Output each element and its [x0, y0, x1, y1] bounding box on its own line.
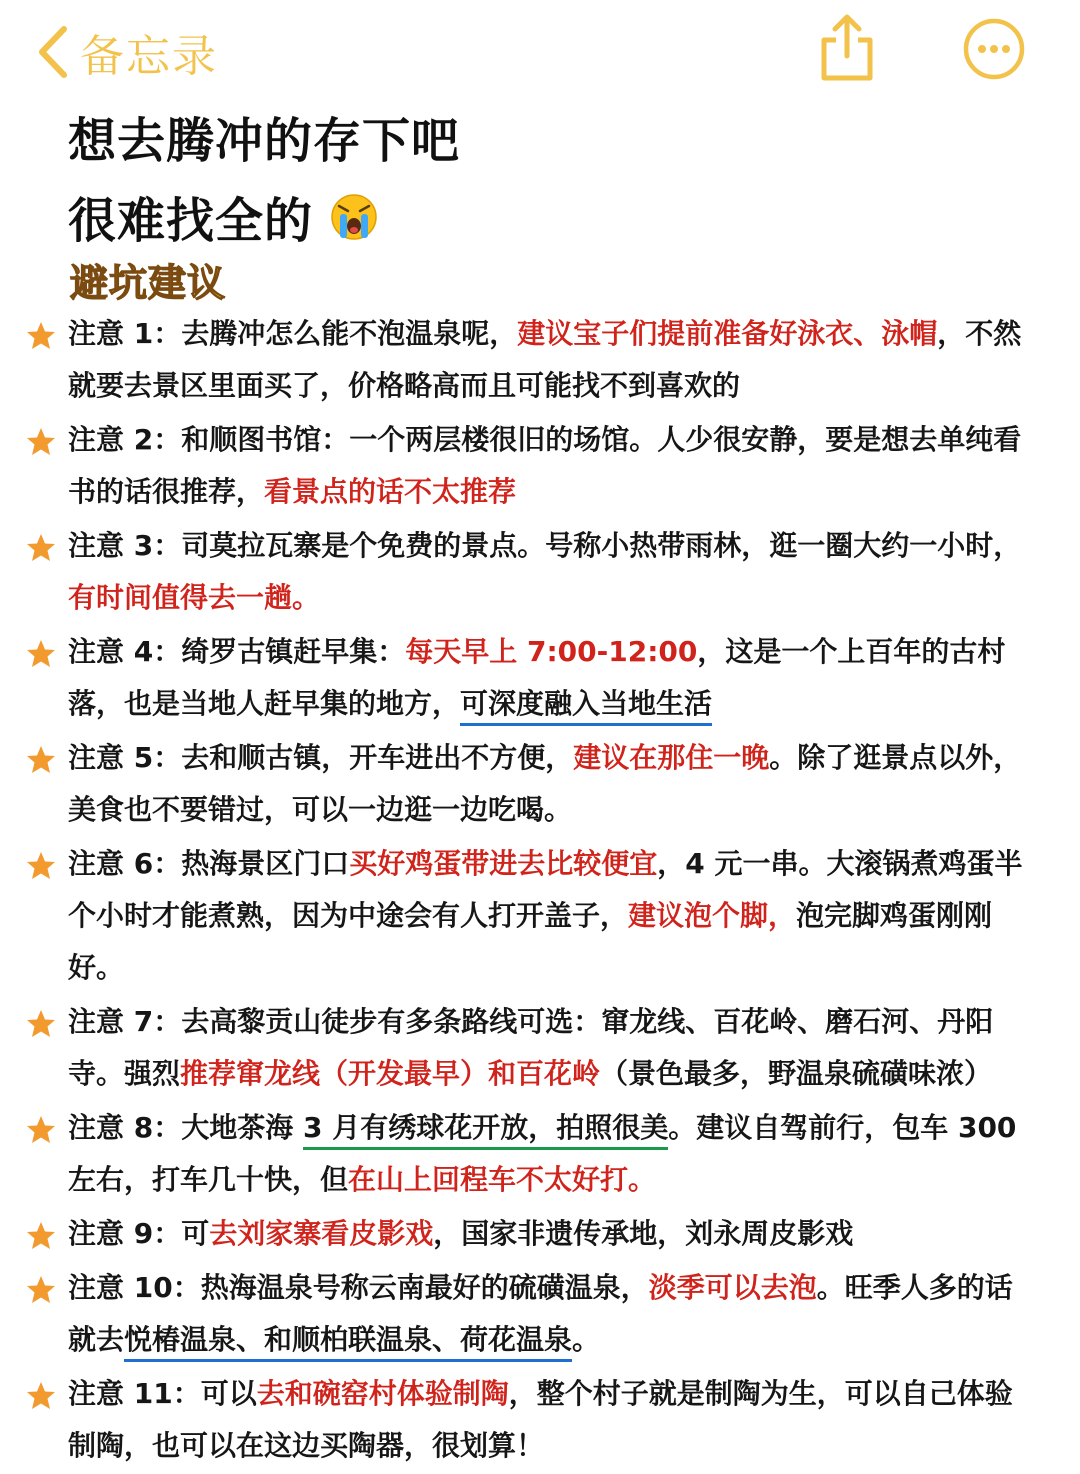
note-label: 注意 1：	[68, 317, 182, 350]
note-text: 。除了逛景点以外，美食也不要错过，可以一边逛一边吃喝。	[68, 741, 1022, 826]
star-icon	[26, 745, 56, 774]
note-label: 注意 8：	[68, 1111, 182, 1144]
note-label: 注意 6：	[68, 847, 182, 880]
note-item-6	[0, 838, 1080, 994]
note-item-9	[0, 1208, 1080, 1260]
note-label: 注意 10：	[68, 1271, 201, 1304]
note-highlight: 买好鸡蛋带进去比较便宜	[349, 847, 658, 880]
note-text: 。旺季人多的话就去	[68, 1271, 1013, 1356]
note-label: 注意 2：	[68, 423, 182, 456]
note-label: 注意 7：	[68, 1005, 182, 1038]
note-item-10	[0, 1262, 1080, 1366]
more-icon	[962, 17, 1026, 81]
note-text: 绮罗古镇赶早集：	[181, 635, 406, 668]
note-item-5	[0, 732, 1080, 836]
star-icon	[26, 1115, 56, 1144]
note-text: 可以	[200, 1377, 257, 1410]
share-button[interactable]	[816, 12, 878, 82]
back-label: 备忘录	[80, 31, 218, 82]
star-icon	[26, 533, 56, 562]
note-label: 注意 11：	[68, 1377, 201, 1410]
note-title-line-2-text: 很难找全的	[68, 193, 314, 249]
star-icon	[26, 1275, 56, 1304]
star-icon	[26, 321, 56, 350]
note-highlight: 淡季可以去泡	[648, 1271, 817, 1304]
note-text: （景色最多，野温泉硫磺味浓）	[600, 1057, 993, 1090]
note-highlight: 去刘家寨看皮影戏	[209, 1217, 434, 1250]
note-underlined-text: 悦椿温泉、和顺柏联温泉、荷花温泉	[124, 1323, 572, 1362]
note-item-2	[0, 414, 1080, 518]
more-options-button[interactable]	[962, 17, 1026, 81]
note-text: 热海温泉号称云南最好的硫磺温泉，	[200, 1271, 649, 1304]
nav-bar	[0, 0, 1080, 100]
note-highlight: 建议宝子们提前准备好泳衣、泳帽	[517, 317, 938, 350]
note-text: 。	[572, 1323, 601, 1356]
note-title-line-2	[68, 182, 379, 251]
crying-face-icon	[329, 192, 379, 242]
note-label: 注意 5：	[68, 741, 182, 774]
note-item-11	[0, 1368, 1080, 1472]
note-text: ，国家非遗传承地，刘永周皮影戏	[433, 1217, 854, 1250]
note-text: 热海景区门口	[181, 847, 350, 880]
notes-list	[0, 308, 1080, 1474]
note-text: ，这是一个上百年的古村落，也是当地人赶早集的地方，	[68, 635, 1006, 720]
note-label: 注意 3：	[68, 529, 182, 562]
note-highlight: 每天早上 7:00-12:00	[405, 635, 698, 668]
star-icon	[26, 1381, 56, 1410]
star-icon	[26, 1009, 56, 1038]
note-item-3	[0, 520, 1080, 624]
note-text: 去腾冲怎么能不泡温泉呢，	[181, 317, 518, 350]
note-underlined-text: 可深度融入当地生活	[460, 687, 712, 726]
star-icon	[26, 1221, 56, 1250]
note-highlight: 在山上回程车不太好打。	[348, 1163, 657, 1196]
note-highlight: 去和碗窑村体验制陶	[256, 1377, 509, 1410]
note-text: ，整个村子就是制陶为生，可以自己体验制陶，也可以在这边买陶器，很划算！	[68, 1377, 1013, 1462]
note-text: 。建议自驾前行，包车 300 左右，打车几十快，但	[68, 1111, 1017, 1196]
back-button[interactable]	[36, 20, 218, 84]
note-highlight: 有时间值得去一趟。	[68, 581, 321, 614]
note-highlight: 看景点的话不太推荐	[264, 475, 517, 508]
note-text: 去和顺古镇，开车进出不方便，	[181, 741, 574, 774]
note-label: 注意 4：	[68, 635, 182, 668]
star-icon	[26, 851, 56, 880]
note-text: 和顺图书馆：一个两层楼很旧的场馆。人少很安静，要是想去单纯看书的话很推荐，	[68, 423, 1022, 508]
star-icon	[26, 639, 56, 668]
note-highlight: 建议在那住一晚	[573, 741, 770, 774]
note-text: 可	[181, 1217, 210, 1250]
star-icon	[26, 427, 56, 456]
share-icon	[816, 12, 878, 82]
note-underlined-text: 3 月有绣球花开放，拍照很美	[303, 1111, 668, 1150]
note-text: ，4 元一串。大滚锅煮鸡蛋半个小时才能煮熟，因为中途会有人打开盖子，	[68, 847, 1023, 932]
note-label: 注意 9：	[68, 1217, 182, 1250]
note-text: 泡完脚鸡蛋刚刚好。	[68, 899, 993, 984]
note-text: 大地茶海	[181, 1111, 303, 1144]
note-text: 司莫拉瓦寨是个免费的景点。号称小热带雨林，逛一圈大约一小时，	[181, 529, 1022, 562]
note-text: ，不然就要去景区里面买了，价格略高而且可能找不到喜欢的	[68, 317, 1022, 402]
note-text: 去高黎贡山徒步有多条路线可选：窜龙线、百花岭、磨石河、丹阳寺。强烈	[68, 1005, 994, 1090]
note-item-8	[0, 1102, 1080, 1206]
note-highlight: 建议泡个脚，	[628, 899, 797, 932]
chevron-left-icon	[36, 25, 70, 79]
note-highlight: 推荐窜龙线（开发最早）和百花岭	[180, 1057, 601, 1090]
note-item-1	[0, 308, 1080, 412]
note-item-7	[0, 996, 1080, 1100]
note-item-4	[0, 626, 1080, 730]
note-title-line-1: 想去腾冲的存下吧	[68, 113, 461, 169]
section-heading: 避坑建议	[70, 261, 227, 305]
